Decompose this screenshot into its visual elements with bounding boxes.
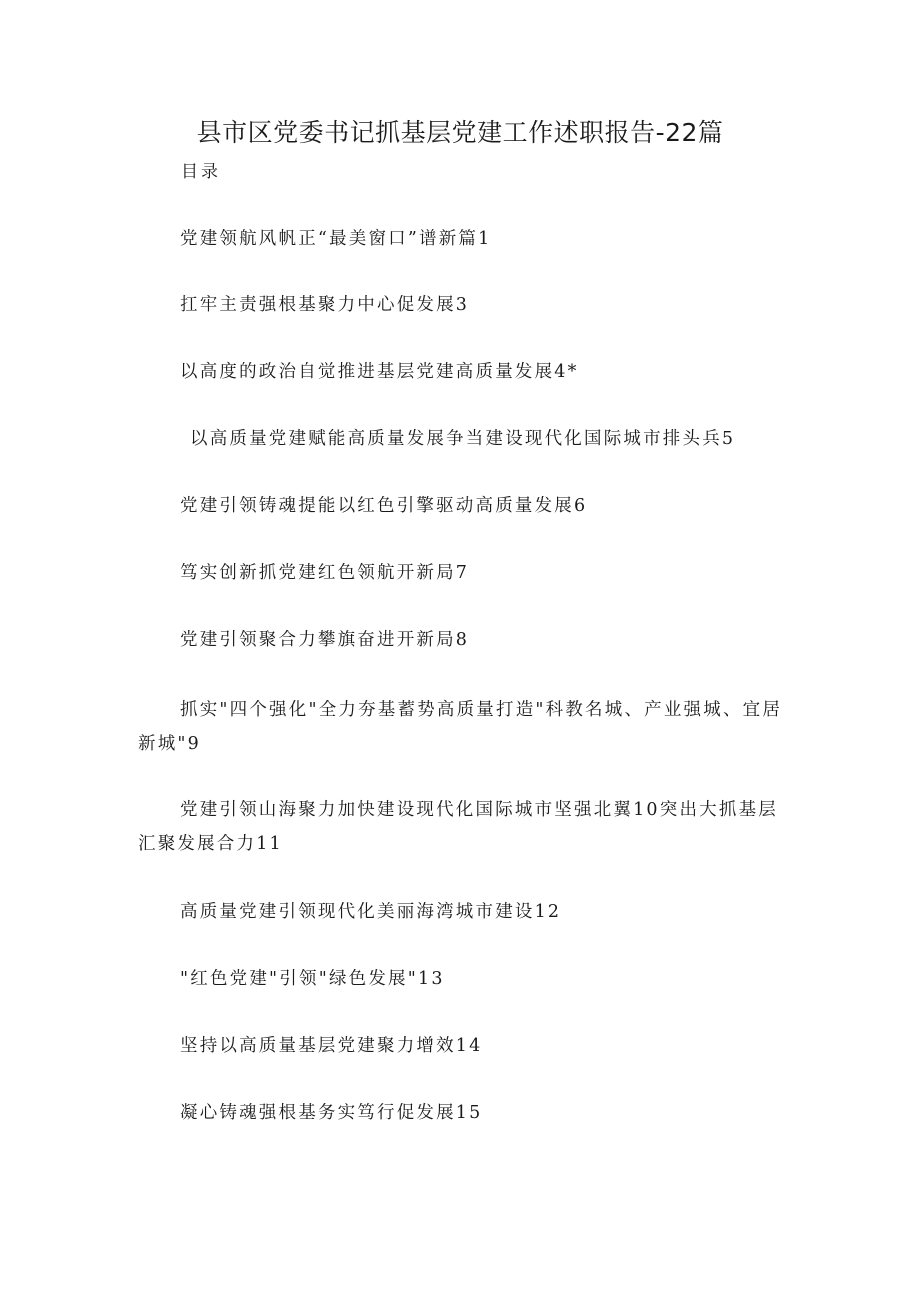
toc-item[interactable]: 以高质量党建赋能高质量发展争当建设现代化国际城市排头兵5 bbox=[190, 429, 736, 449]
toc-item[interactable]: 笃实创新抓党建红色领航开新局7 bbox=[180, 563, 470, 583]
toc-item[interactable]: 抓实"四个强化"全力夯基蓄势高质量打造"科教名城、产业强城、宜居新城"9 bbox=[138, 700, 783, 754]
toc-item[interactable]: "红色党建"引领"绿色发展"13 bbox=[180, 969, 445, 989]
document-title: 县市区党委书记抓基层党建工作述职报告-22篇 bbox=[196, 118, 724, 147]
toc-item[interactable]: 坚持以高质量基层党建聚力增效14 bbox=[180, 1036, 483, 1056]
toc-item[interactable]: 党建引领山海聚力加快建设现代化国际城市坚强北翼10突出大抓基层汇聚发展合力11 bbox=[138, 800, 778, 854]
toc-heading: 目录 bbox=[181, 162, 221, 182]
toc-item[interactable]: 以高度的政治自觉推进基层党建高质量发展4* bbox=[180, 362, 579, 382]
toc-item[interactable]: 凝心铸魂强根基务实笃行促发展15 bbox=[180, 1103, 483, 1123]
toc-item[interactable]: 高质量党建引领现代化美丽海湾城市建设12 bbox=[180, 902, 562, 922]
toc-item[interactable]: 党建引领聚合力攀旗奋进开新局8 bbox=[180, 630, 470, 650]
toc-item[interactable]: 扛牢主责强根基聚力中心促发展3 bbox=[180, 295, 470, 315]
toc-item[interactable]: 党建领航风帆正“最美窗口”谱新篇1 bbox=[180, 229, 492, 249]
toc-item[interactable]: 党建引领铸魂提能以红色引擎驱动高质量发展6 bbox=[180, 496, 588, 516]
